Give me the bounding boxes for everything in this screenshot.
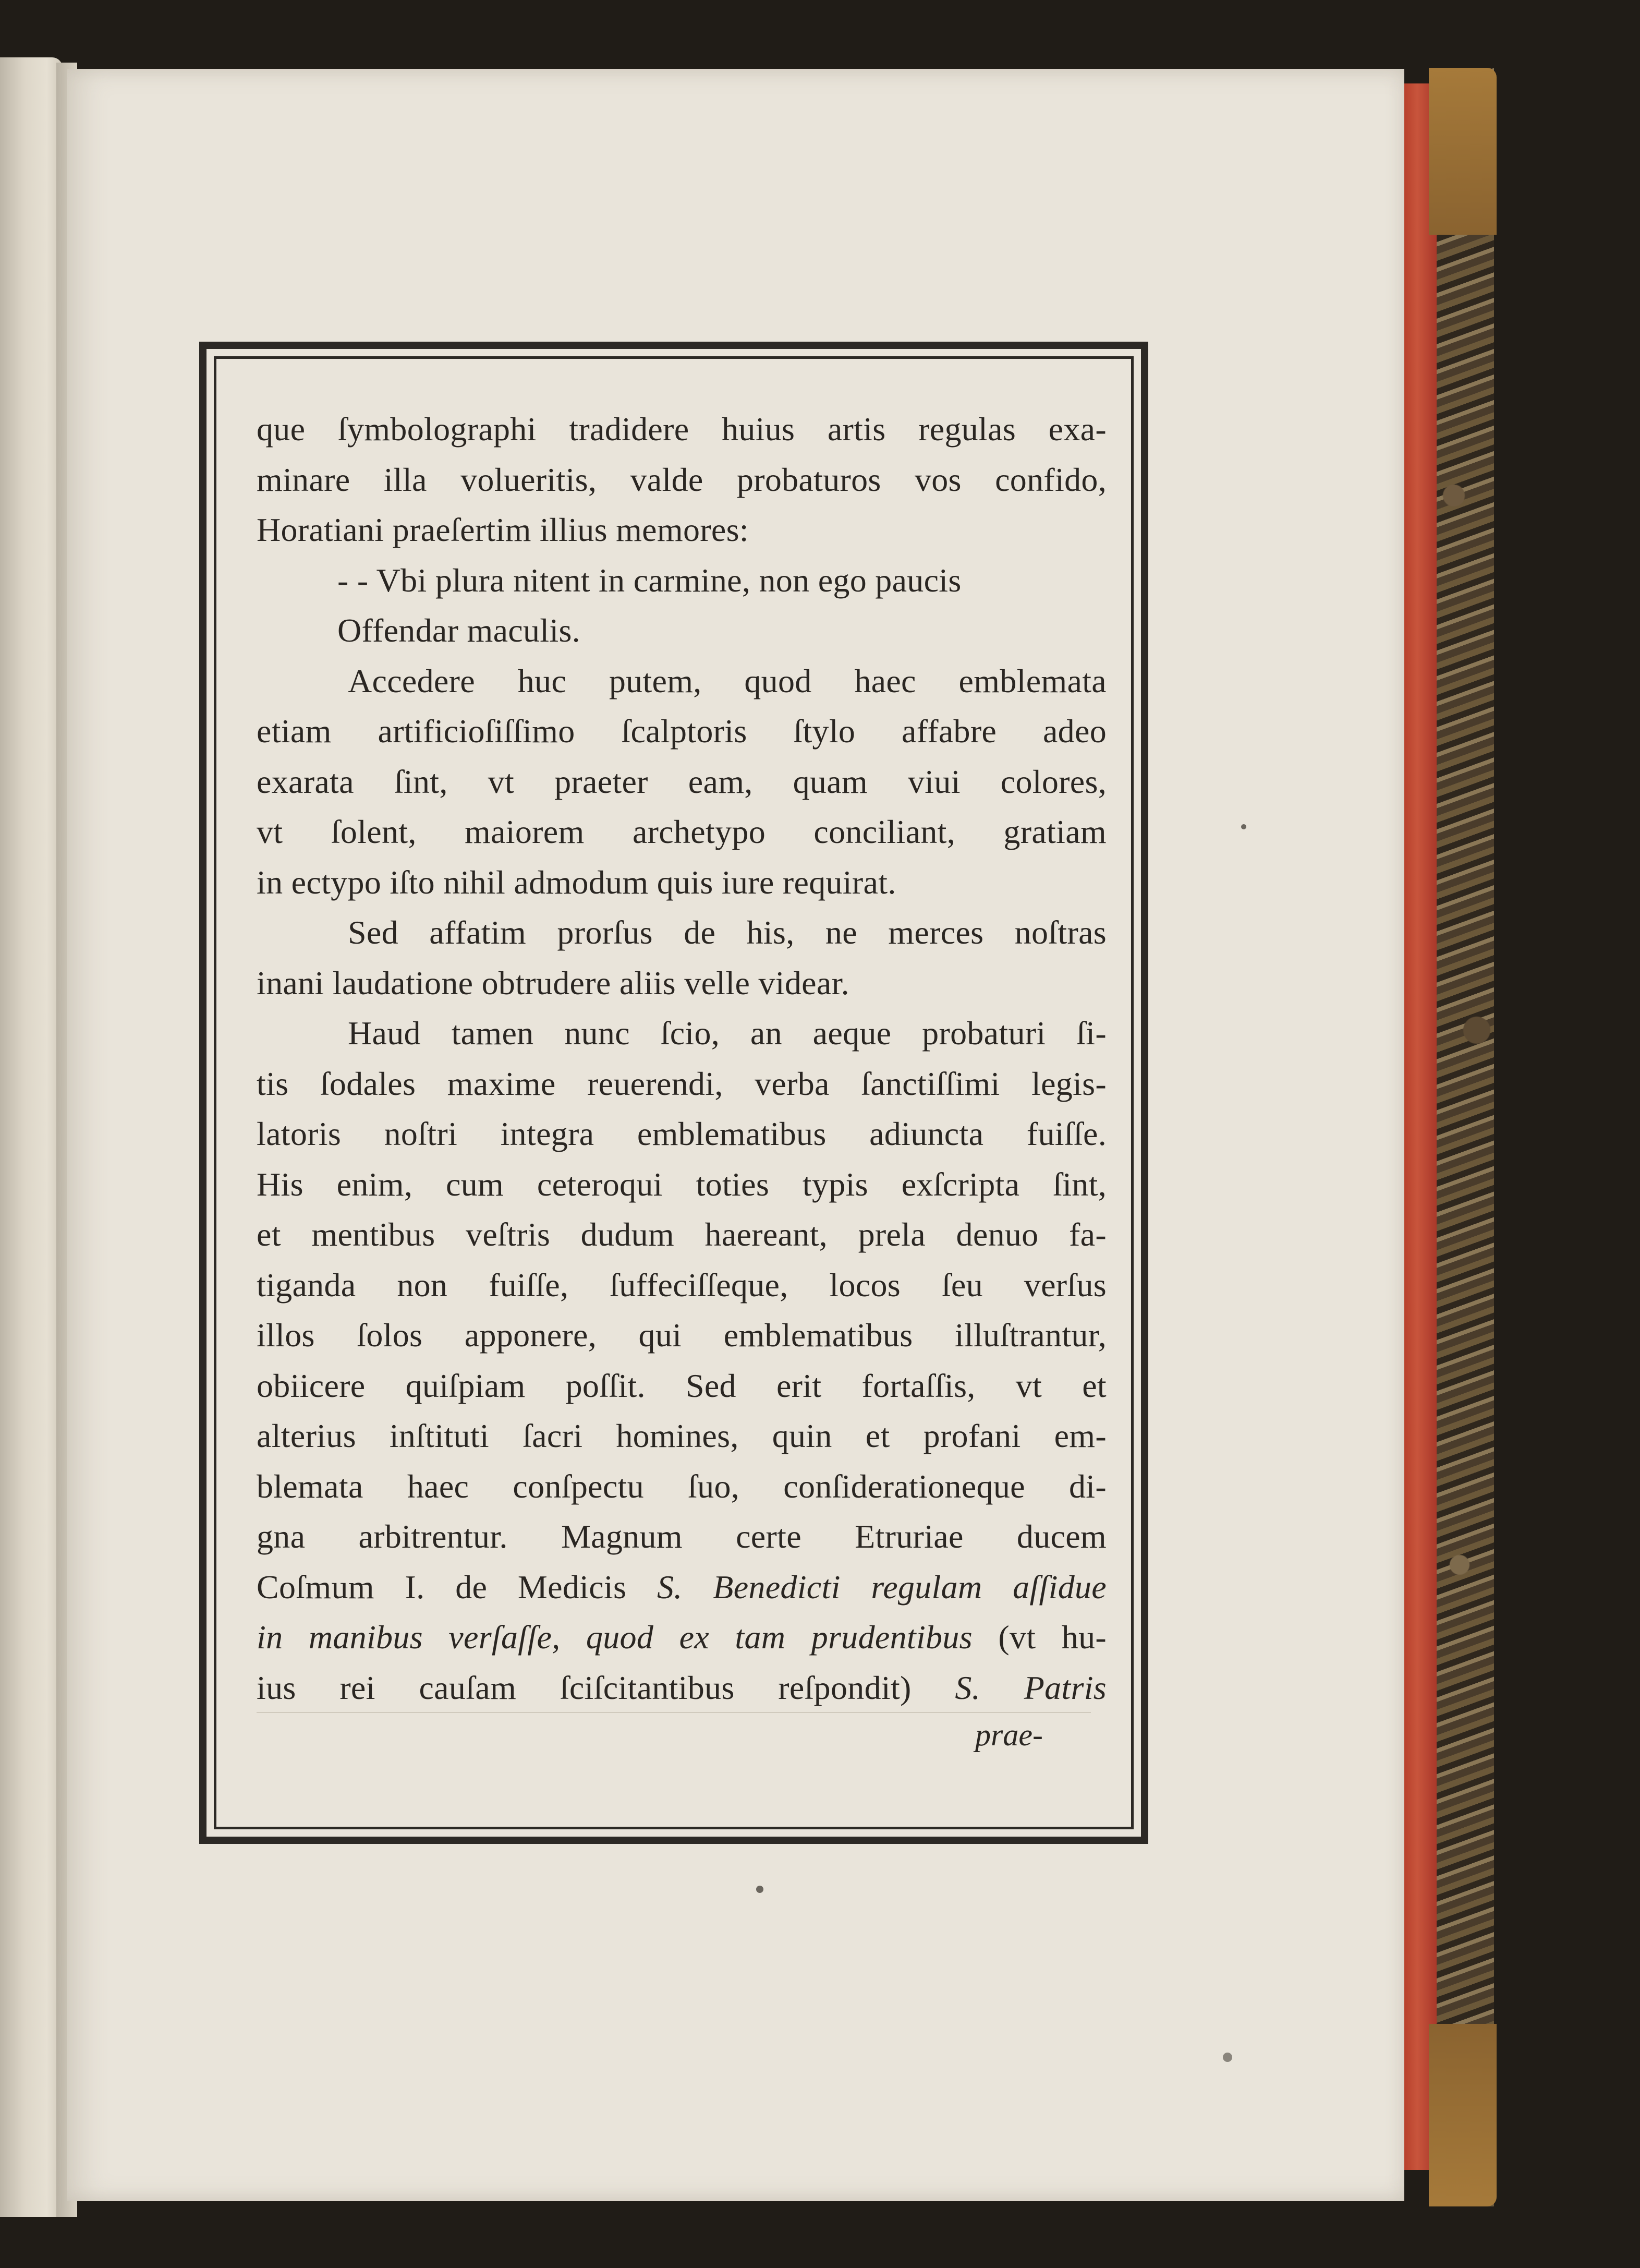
paper-speck xyxy=(1223,2053,1232,2062)
text-line: que ſymbolographi tradidere huius artis regulas exa- xyxy=(257,411,1107,448)
verse-line: - - Vbi plura nitent in carmine, non ego paucis xyxy=(337,561,962,599)
red-fore-edge xyxy=(1404,83,1437,2170)
text-line: His enim, cum ceteroqui toties typis exſcripta ſint, xyxy=(257,1165,1107,1203)
text-line: exarata ſint, vt praeter eam, quam viui colores, xyxy=(257,763,1107,800)
paper-speck xyxy=(1241,824,1246,829)
text-line-mixed xyxy=(257,1663,1107,1714)
text-line: et mentibus veſtris dudum haereant, prela denuo fa- xyxy=(257,1216,1107,1253)
latin-text-block xyxy=(257,404,1107,1713)
text-line: etiam artificioſiſſimo ſcalptoris ſtylo affabre adeo xyxy=(257,713,1107,750)
text-line: gna arbitrentur. Magnum certe Etruriae ducem xyxy=(257,1518,1107,1555)
verse-line: Offendar maculis. xyxy=(337,612,580,649)
leather-corner-bottom xyxy=(1429,2024,1497,2206)
text-line: inani laudatione obtrudere aliis velle videar. xyxy=(257,964,849,1002)
text-roman: Coſmum I. de Medicis xyxy=(257,1568,627,1606)
text-line: illos ſolos apponere, qui emblematibus illuſtrantur, xyxy=(257,1317,1107,1354)
text-line: vt ſolent, maiorem archetypo conciliant, gratiam xyxy=(257,813,1107,850)
text-roman: ius rei cauſam ſciſcitantibus reſpondit) xyxy=(257,1669,912,1706)
text-line: latoris noſtri integra emblematibus adiuncta fuiſſe. xyxy=(257,1115,1107,1152)
leather-corner-top xyxy=(1429,68,1497,235)
catchword: prae- xyxy=(975,1718,1043,1752)
text-line: tis ſodales maxime reuerendi, verba ſanctiſſimi legis- xyxy=(257,1065,1107,1102)
text-italic: S. Benedicti regulam aſſidue xyxy=(657,1568,1107,1606)
text-line: obiicere quiſpiam poſſit. Sed erit fortaſſis, vt et xyxy=(257,1367,1107,1404)
text-line: Sed affatim prorſus de his, ne merces noſtras xyxy=(348,914,1107,951)
text-italic: in manibus verſaſſe, quod ex tam prudentibus xyxy=(257,1619,973,1656)
text-line: Horatiani praeſertim illius memores: xyxy=(257,511,749,548)
text-line-mixed xyxy=(257,1612,1107,1663)
bottom-rule xyxy=(257,1712,1091,1713)
text-line: Accedere huc putem, quod haec emblemata xyxy=(348,662,1107,699)
text-line: Haud tamen nunc ſcio, an aeque probaturi ſi- xyxy=(348,1015,1107,1052)
text-line: blemata haec conſpectu ſuo, conſiderationeque di- xyxy=(257,1467,1107,1505)
text-line: minare illa volueritis, valde probaturos vos confido, xyxy=(257,461,1107,498)
left-facing-page xyxy=(0,57,63,2217)
text-line-mixed xyxy=(257,1562,1107,1613)
marbled-cover xyxy=(1437,68,1494,2206)
text-line: alterius inſtituti ſacri homines, quin et profani em- xyxy=(257,1417,1107,1454)
text-italic: S. Patris xyxy=(955,1669,1107,1706)
text-line: in ectypo iſto nihil admodum quis iure requirat. xyxy=(257,863,896,901)
text-roman: (vt hu- xyxy=(998,1619,1107,1656)
text-line: tiganda non fuiſſe, ſuffeciſſeque, locos ſeu verſus xyxy=(257,1266,1107,1304)
paper-speck xyxy=(756,1886,763,1893)
